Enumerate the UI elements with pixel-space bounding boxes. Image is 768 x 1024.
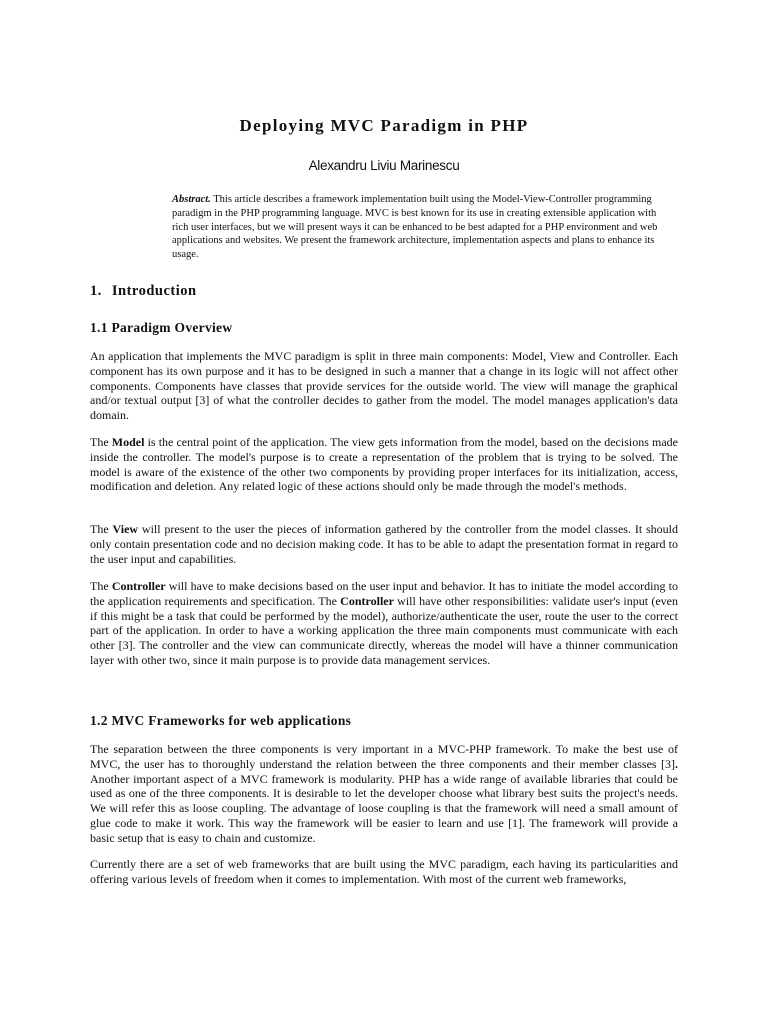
bold-period: . — [675, 756, 678, 771]
paragraph-model — [90, 435, 678, 494]
paper-title: Deploying MVC Paradigm in PHP — [239, 116, 529, 135]
paragraph-controller — [90, 579, 678, 668]
paragraph-text: will have other responsibilities: validate user's input (even if this might be a task that could be performed by the model), authorize/authenticate the user, route the user to the correct part of the application. In order to have a working application the three main components must communicate with each other [3]. The controller and the view can communicate directly, whereas the model will have a thinner communication layer with other two, since it main purpose is to provide data management services. — [90, 593, 678, 667]
paragraph-text: The — [90, 522, 113, 536]
abstract — [172, 193, 662, 262]
paragraph-text: will have to make decisions based on the user input and behavior. It has to initiate the model according to the application requirements and specification. The — [90, 579, 679, 608]
section-heading-introduction — [90, 283, 197, 300]
subsection-heading-paradigm-overview: 1.1 Paradigm Overview — [90, 320, 233, 335]
term-model: Model — [111, 435, 145, 449]
paragraph-separation — [90, 742, 678, 846]
term-view: View — [112, 522, 139, 536]
paragraph-view — [90, 522, 678, 566]
paragraph-text: Another important aspect of a MVC framework is modularity. PHP has a wide range of available libraries that could be used as one of the three components. It is desirable to let the developer choose what library best suits the project's needs. We will refer this as loose coupling. The advantage of loose coupling is that the framework will need a small amount of glue code to make it work. This way the framework will be easier to learn and use [1]. The framework will provide a basic setup that is easy to chain and customize. — [90, 771, 678, 845]
subsection-heading-mvc-frameworks: 1.2 MVC Frameworks for web applications — [90, 713, 352, 728]
abstract-label: Abstract. — [172, 194, 211, 205]
paragraph-text: The — [90, 435, 112, 449]
paragraph-text: will present to the user the pieces of information gathered by the controller from the model classes. It should only contain presentation code and no decision making code. It has to be able to adapt the presentation format in regard to the user input and capabilities. — [90, 522, 679, 566]
abstract-text: This article describes a framework implementation built using the Model-View-Controller programming paradigm in the PHP programming language. MVC is best known for its use in creating extensible application with rich user interfaces, but we will present ways it can be enhanced to be best adapted for a PHP environment and web applications and websites. We present the framework architecture, implementation aspects and plans to enhance its usage. — [172, 194, 658, 261]
section-title: Introduction — [111, 283, 197, 299]
paragraph-text: The — [90, 579, 112, 593]
term-controller: Controller — [111, 579, 166, 593]
section-number: 1. — [90, 283, 102, 299]
paper-author: Alexandru Liviu Marinescu — [308, 158, 460, 173]
paragraph-text: The separation between the three components is very important in a MVC-PHP framework. To make the best use of MVC, the user has to thoroughly understand the relation between the three components and their member classes [3] — [90, 742, 678, 771]
paragraph-text: is the central point of the application. The view gets information from the model, based on the decisions made inside the controller. The model's purpose is to create a representation of the problem that is trying to be solved. The model is aware of the existence of the other two components by providing proper interfaces for its initialization, access, modification and deletion. Any related logic of these actions should only be made through the model's methods. — [90, 435, 678, 494]
term-controller: Controller — [340, 593, 394, 608]
paragraph-mvc-overview: An application that implements the MVC paradigm is split in three main components: Model, View and Controller. Each component has its own purpose and it has to be designed in such a manner that a change in its logic will not affect other components. Components have classes that provide services for the outside world. The view will manage the graphical and/or textual output [3] of what the controller decides to gather from the model. The model manages application's data domain. — [90, 349, 678, 423]
paragraph-current-frameworks: Currently there are a set of web frameworks that are built using the MVC paradigm, each having its particularities and offering various levels of freedom when it comes to implementation. With most of the current web frameworks, — [90, 857, 678, 886]
